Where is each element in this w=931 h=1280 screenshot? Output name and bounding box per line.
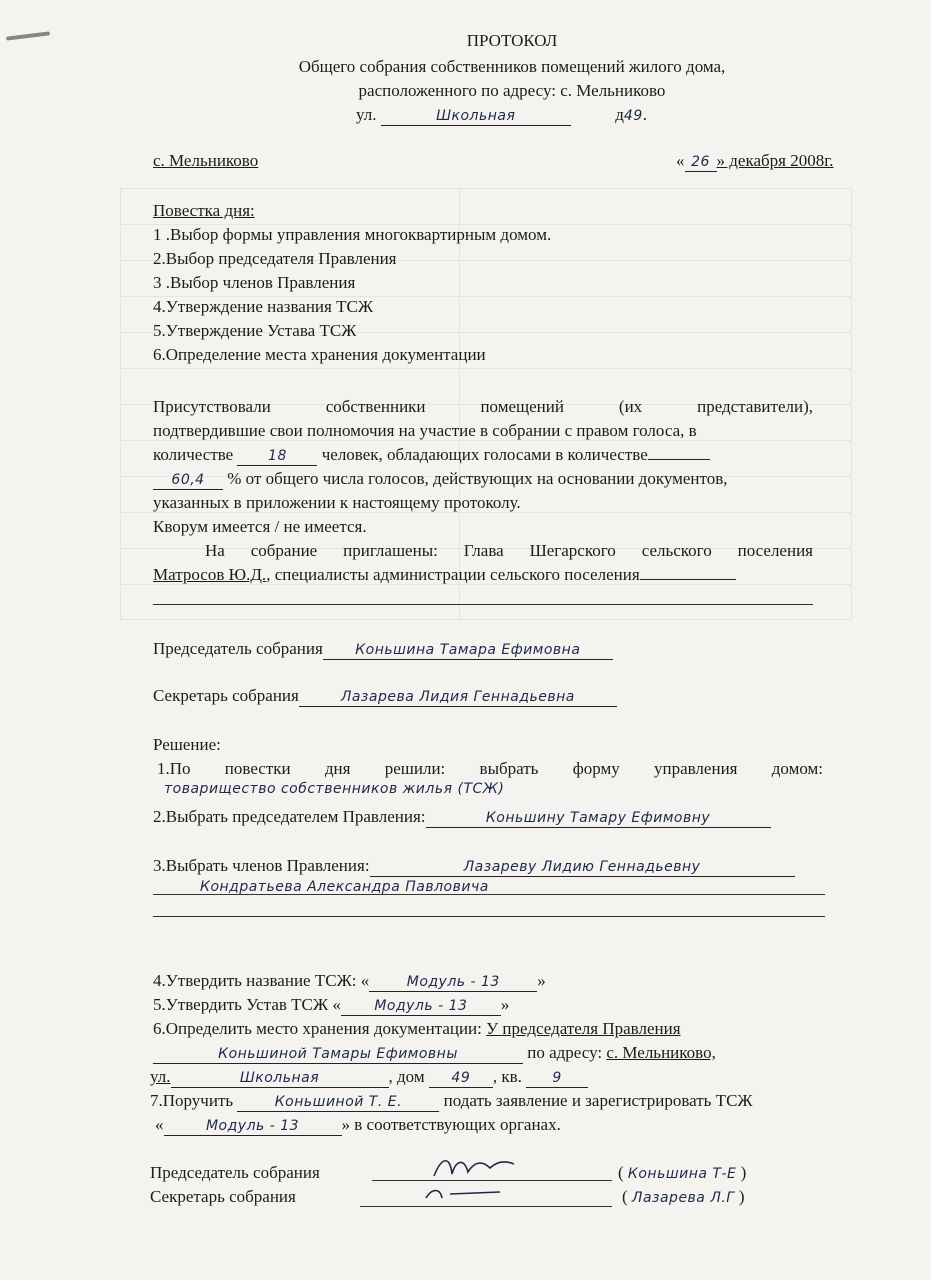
decision-6-place: У председателя Правления	[486, 1019, 681, 1038]
decision-3-handwritten-1: Лазареву Лидию Геннадьевну	[370, 858, 795, 877]
quorum-line: Кворум имеется / не имеется.	[153, 517, 367, 536]
place-name: с. Мельниково	[153, 151, 259, 170]
street-label: ул.	[356, 105, 377, 124]
decision-4-handwritten: Модуль - 13	[369, 973, 537, 992]
house-handwritten: 49	[623, 108, 643, 124]
decision-6-house-handwritten: 49	[429, 1069, 493, 1088]
decision-4-line	[153, 970, 546, 992]
sign-secretary-name	[622, 1186, 745, 1209]
sign-chair-close: )	[740, 1163, 747, 1182]
chair-line	[153, 638, 613, 660]
decision-6-label: 6.Определить место хранения документации:	[153, 1019, 482, 1038]
sign-chair-label: Председатель собрания	[150, 1163, 320, 1182]
agenda-item: 4.Утверждение названия ТСЖ	[153, 297, 374, 316]
decision-5-line	[153, 994, 509, 1016]
date-open: «	[676, 151, 685, 170]
attendance-qty-rest: человек, обладающих голосами в количестве	[321, 445, 648, 464]
blank-line	[153, 604, 813, 605]
attendance-line-1: Присутствовали собственники помещений (их представители),	[153, 397, 813, 416]
street-line	[356, 104, 647, 127]
decision-5-close: »	[500, 995, 510, 1014]
attendance-line-3	[153, 444, 710, 466]
decision-2-label: 2.Выбрать председателем Правления:	[153, 807, 426, 826]
sign-secretary-open: (	[622, 1187, 628, 1206]
house-dot: .	[642, 105, 647, 124]
attendance-line-4	[153, 468, 728, 490]
attendance-pct-handwritten: 60,4	[153, 471, 223, 490]
sign-secretary-label: Секретарь собрания	[150, 1187, 296, 1206]
secretary-handwritten: Лазарева Лидия Геннадьевна	[299, 688, 617, 707]
decision-7-open: «	[155, 1115, 164, 1134]
decision-3-label: 3.Выбрать членов Правления:	[153, 856, 370, 875]
document-subtitle-2: расположенного по адресу: с. Мельниково	[358, 81, 666, 100]
decision-6-house-label: , дом	[388, 1067, 425, 1086]
decision-6-flat-handwritten: 9	[526, 1069, 588, 1088]
agenda-title: Повестка дня:	[153, 201, 255, 220]
decision-7-line-2	[155, 1114, 561, 1136]
blank-line	[153, 916, 825, 917]
decision-7-label: 7.Поручить	[150, 1091, 234, 1110]
secretary-signature	[420, 1180, 510, 1206]
street-handwritten: Школьная	[381, 107, 571, 126]
decision-6-street-label: ул.	[150, 1067, 171, 1086]
decision-title: Решение:	[153, 735, 221, 754]
date-rest: » декабря 2008г.	[716, 151, 834, 170]
decision-7-handwritten-2: Модуль - 13	[164, 1117, 342, 1136]
secretary-line	[153, 685, 617, 707]
decision-6-line-2	[153, 1042, 716, 1064]
decision-7-rest: подать заявление и зарегистрировать ТСЖ	[443, 1091, 753, 1110]
sign-secretary-close: )	[738, 1187, 745, 1206]
decision-7-close: » в соответствующих органах.	[341, 1115, 561, 1134]
blank-line	[153, 894, 825, 895]
invited-name: Матросов Ю.Д.	[153, 565, 267, 584]
agenda-item: 5.Утверждение Устава ТСЖ	[153, 321, 357, 340]
agenda-item: 3 .Выбор членов Правления	[153, 273, 356, 292]
sign-chair-open: (	[618, 1163, 624, 1182]
sign-chair-handwritten: Коньшина Т-Е	[627, 1166, 737, 1182]
chair-signature	[430, 1150, 520, 1182]
decision-6-flat-label: , кв.	[492, 1067, 522, 1086]
agenda-item: 6.Определение места хранения документации	[153, 345, 486, 364]
sign-secretary-line	[360, 1206, 612, 1207]
document-date	[676, 150, 834, 172]
chair-handwritten: Коньшина Тамара Ефимовна	[323, 641, 613, 660]
agenda-item: 2.Выбор председателя Правления	[153, 249, 397, 268]
attendance-qty-handwritten: 18	[237, 447, 317, 466]
document-subtitle-1: Общего собрания собственников помещений жилого дома,	[298, 57, 726, 76]
chair-label: Председатель собрания	[153, 639, 323, 658]
decision-4-close: »	[537, 971, 546, 990]
attendance-line-2: подтвердившие свои полномочия на участие в собрании с правом голоса, в	[153, 421, 697, 440]
date-day-handwritten: 26	[685, 153, 717, 172]
attendance-qty-label: количестве	[153, 445, 234, 464]
decision-6-line-3	[150, 1066, 588, 1088]
decision-5-handwritten: Модуль - 13	[341, 997, 501, 1016]
decision-7-line	[150, 1090, 753, 1112]
decision-5-label: 5.Утвердить Устав ТСЖ «	[153, 995, 341, 1014]
document-title: ПРОТОКОЛ	[466, 31, 558, 50]
decision-3-line	[153, 855, 795, 877]
secretary-label: Секретарь собрания	[153, 686, 299, 705]
decision-2-line	[153, 806, 771, 828]
attendance-pct-rest: % от общего числа голосов, действующих на основании документов,	[227, 469, 728, 488]
decision-6-address: с. Мельниково,	[606, 1043, 716, 1062]
decision-1-text: 1.По повестки дня решили: выбрать форму управления домом:	[157, 759, 823, 778]
decision-6-handwritten: Коньшиной Тамары Ефимовны	[153, 1045, 523, 1064]
decision-6-street-handwritten: Школьная	[171, 1069, 389, 1088]
decision-4-label: 4.Утвердить название ТСЖ: «	[153, 971, 370, 990]
decision-7-handwritten: Коньшиной Т. Е.	[237, 1093, 439, 1112]
agenda-item: 1 .Выбор формы управления многоквартирным домом.	[153, 225, 552, 244]
decision-6-line	[153, 1018, 681, 1040]
decision-3-handwritten-2: Кондратьева Александра Павловича	[200, 879, 489, 895]
invited-line-2	[153, 564, 736, 586]
sign-chair-name	[618, 1162, 746, 1185]
invited-rest: , специалисты администрации сельского поселения	[266, 565, 640, 584]
decision-6-address-label: по адресу:	[527, 1043, 603, 1062]
decision-1-handwritten: товарищество собственников жилья (ТСЖ)	[164, 781, 505, 797]
decision-2-handwritten: Коньшину Тамару Ефимовну	[426, 809, 771, 828]
house-label: д	[615, 105, 624, 124]
attendance-line-5: указанных в приложении к настоящему протоколу.	[153, 493, 521, 512]
invited-line-1: На собрание приглашены: Глава Шегарского сельского поселения	[205, 541, 813, 560]
sign-secretary-handwritten: Лазарева Л.Г	[631, 1190, 735, 1206]
